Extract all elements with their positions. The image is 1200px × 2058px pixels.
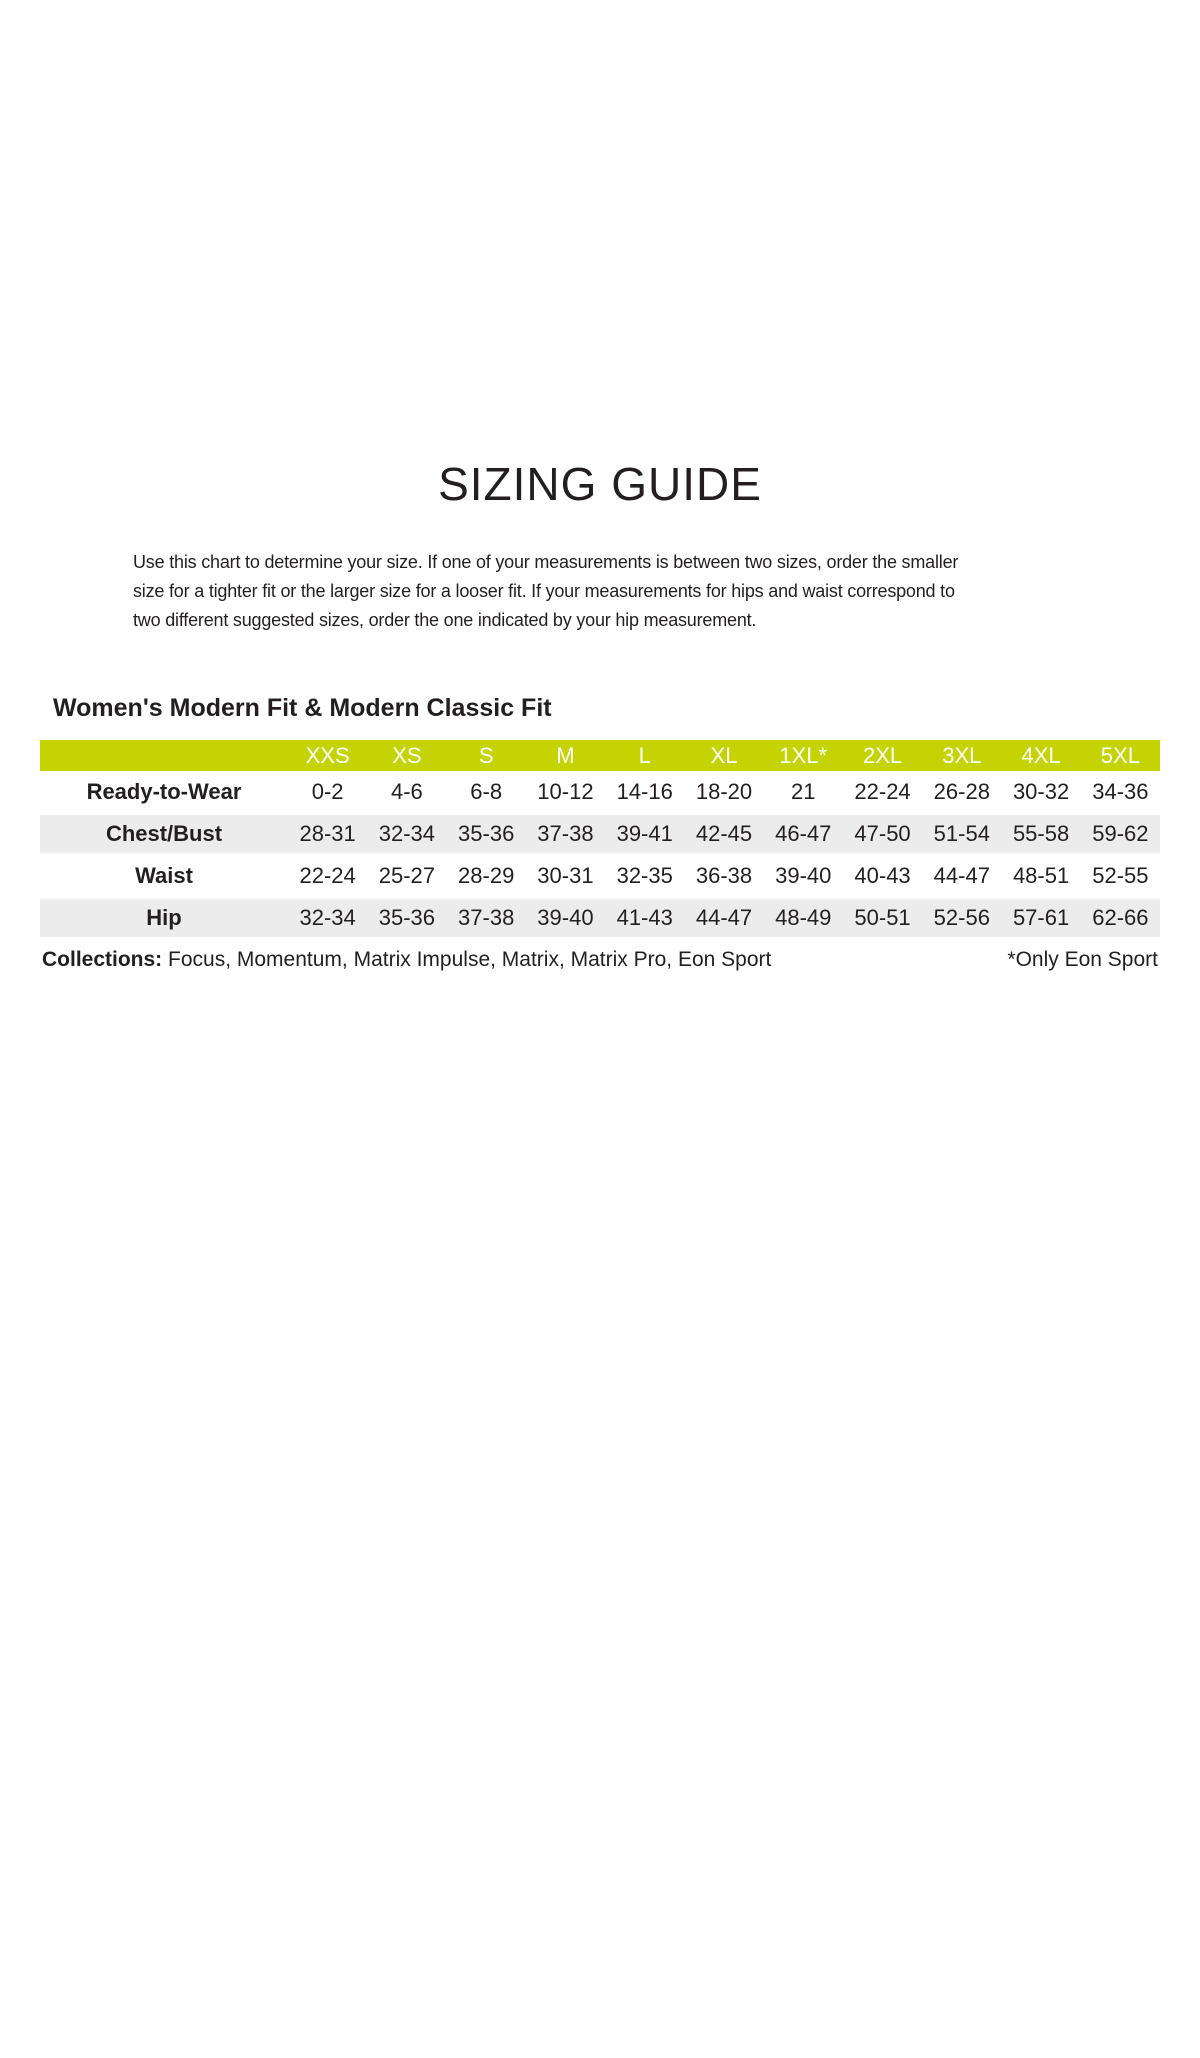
header-cell-s: S xyxy=(478,742,494,768)
header-cell-4xl: 4XL xyxy=(1021,742,1061,768)
size-cell: 37-38 xyxy=(458,905,515,930)
header-cell-l: L xyxy=(638,742,651,768)
size-cell: 25-27 xyxy=(378,863,436,888)
size-cell: 44-47 xyxy=(695,905,753,930)
size-cell: 48-51 xyxy=(1012,863,1070,888)
size-cell: 37-38 xyxy=(537,821,594,846)
size-cell: 39-40 xyxy=(537,905,594,930)
header-cell-xxs: XXS xyxy=(305,742,350,768)
size-cell: 30-32 xyxy=(1012,779,1070,804)
size-cell: 47-50 xyxy=(854,821,911,846)
size-cell: 36-38 xyxy=(695,863,753,888)
row-label: Ready-to-Wear xyxy=(86,779,242,804)
size-cell: 52-55 xyxy=(1092,863,1149,888)
row-label: Chest/Bust xyxy=(105,821,223,846)
table-row-ready-to-wear xyxy=(40,771,1160,813)
size-cell: 30-31 xyxy=(537,863,594,888)
size-cell: 34-36 xyxy=(1092,779,1149,804)
size-table xyxy=(40,740,1160,939)
footnote: *Only Eon Sport xyxy=(1007,948,1158,971)
header-cell-5xl: 5XL xyxy=(1100,742,1140,768)
size-cell: 10-12 xyxy=(537,779,594,804)
size-cell: 32-34 xyxy=(378,821,436,846)
size-cell: 52-56 xyxy=(933,905,990,930)
size-cell: 21 xyxy=(791,779,816,804)
header-cell-2xl: 2XL xyxy=(862,742,903,768)
header-cell-xl: XL xyxy=(710,742,738,768)
header-cell-1xl: 1XL* xyxy=(779,742,828,768)
intro-line: two different suggested sizes, order the one indicated by your hip measurement. xyxy=(133,610,757,630)
size-cell: 57-61 xyxy=(1012,905,1070,930)
collections-label: Collections: xyxy=(42,948,163,971)
size-cell: 39-40 xyxy=(775,863,832,888)
size-cell: 26-28 xyxy=(933,779,990,804)
table-footer xyxy=(40,945,1160,974)
header-cell-3xl: 3XL xyxy=(942,742,982,768)
size-cell: 18-20 xyxy=(695,779,753,804)
sizing-guide-page xyxy=(40,458,1160,974)
size-cell: 50-51 xyxy=(854,905,911,930)
table-row-chest-bust xyxy=(40,813,1160,855)
intro-line: Use this chart to determine your size. If one of your measurements is between two sizes, order the smaller xyxy=(133,552,959,572)
size-cell: 41-43 xyxy=(616,905,673,930)
size-cell: 55-58 xyxy=(1012,821,1070,846)
row-label: Waist xyxy=(135,863,193,888)
intro-paragraph xyxy=(133,548,1160,635)
size-cell: 46-47 xyxy=(775,821,832,846)
size-cell: 35-36 xyxy=(458,821,515,846)
size-cell: 39-41 xyxy=(616,821,673,846)
table-header-row xyxy=(40,740,1160,771)
size-cell: 51-54 xyxy=(933,821,990,846)
page-title: SIZING GUIDE xyxy=(438,458,762,510)
size-cell: 62-66 xyxy=(1092,905,1149,930)
size-cell: 44-47 xyxy=(933,863,990,888)
section-title: Women's Modern Fit & Modern Classic Fit xyxy=(53,694,552,722)
size-cell: 48-49 xyxy=(775,905,832,930)
size-cell: 6-8 xyxy=(470,779,503,804)
size-cell: 32-35 xyxy=(616,863,673,888)
collections-line xyxy=(42,945,771,974)
collections-list: Focus, Momentum, Matrix Impulse, Matrix, Matrix Pro, Eon Sport xyxy=(168,948,772,971)
size-cell: 0-2 xyxy=(311,779,344,804)
size-cell: 40-43 xyxy=(854,863,911,888)
table-row-waist xyxy=(40,855,1160,897)
header-cell-m: M xyxy=(556,742,575,768)
size-cell: 35-36 xyxy=(378,905,436,930)
table-row-hip xyxy=(40,897,1160,939)
size-cell: 28-31 xyxy=(299,821,356,846)
header-cell-xs: XS xyxy=(392,742,422,768)
size-cell: 42-45 xyxy=(695,821,753,846)
size-cell: 22-24 xyxy=(854,779,911,804)
size-cell: 59-62 xyxy=(1092,821,1149,846)
size-cell: 28-29 xyxy=(458,863,515,888)
size-cell: 22-24 xyxy=(299,863,356,888)
size-cell: 32-34 xyxy=(299,905,356,930)
intro-line: size for a tighter fit or the larger size for a looser fit. If your measurements for hips and waist correspond to xyxy=(133,581,955,601)
size-cell: 4-6 xyxy=(391,779,423,804)
size-cell: 14-16 xyxy=(616,779,673,804)
row-label: Hip xyxy=(146,905,182,930)
